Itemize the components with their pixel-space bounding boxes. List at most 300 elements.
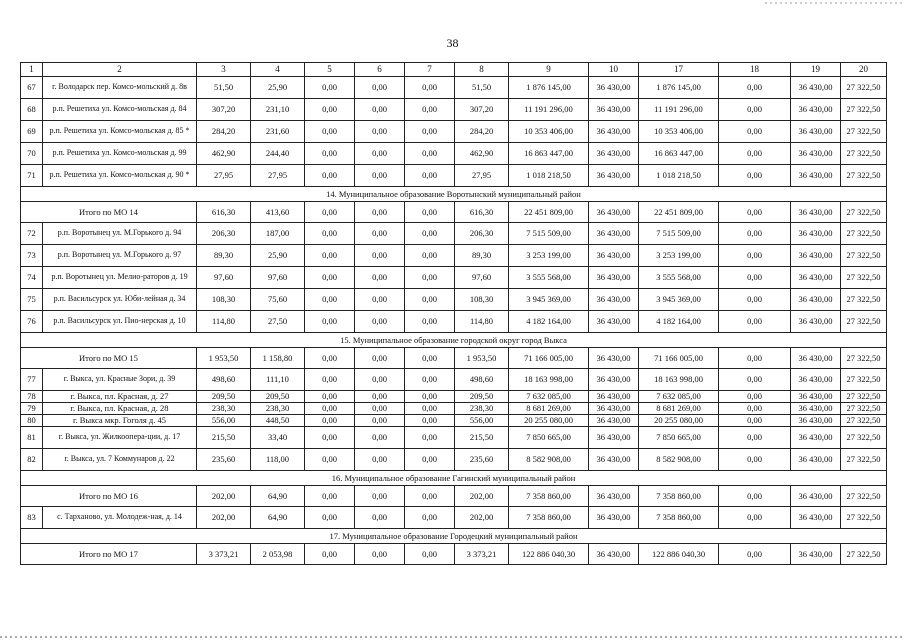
total-value-cell: 0,00: [719, 348, 791, 369]
value-cell: 0,00: [405, 403, 455, 415]
value-cell: 215,50: [455, 427, 509, 449]
address-cell: с. Тарханово, ул. Молодеж-ная, д. 14: [43, 507, 197, 529]
value-cell: 27 322,50: [841, 77, 887, 99]
total-value-cell: 0,00: [305, 486, 355, 507]
value-cell: 36 430,00: [791, 165, 841, 187]
value-cell: 27 322,50: [841, 99, 887, 121]
value-cell: 27 322,50: [841, 415, 887, 427]
value-cell: 0,00: [405, 289, 455, 311]
value-cell: 498,60: [197, 369, 251, 391]
value-cell: 27 322,50: [841, 121, 887, 143]
header-cell: 9: [509, 63, 589, 77]
value-cell: 36 430,00: [589, 415, 639, 427]
value-cell: 18 163 998,00: [639, 369, 719, 391]
total-label: Итого по МО 16: [21, 486, 197, 507]
section-row: [21, 529, 887, 544]
value-cell: 0,00: [719, 391, 791, 403]
value-cell: 7 515 509,00: [509, 223, 589, 245]
total-value-cell: 0,00: [305, 544, 355, 565]
row-number-cell: 69: [21, 121, 43, 143]
value-cell: 238,30: [251, 403, 305, 415]
value-cell: 36 430,00: [589, 311, 639, 333]
header-cell: 7: [405, 63, 455, 77]
value-cell: 0,00: [719, 311, 791, 333]
table-row: [21, 165, 887, 187]
address-cell: р.п. Воротынец ул. М.Горького д. 94: [43, 223, 197, 245]
value-cell: 3 945 369,00: [509, 289, 589, 311]
row-number-cell: 78: [21, 391, 43, 403]
value-cell: 51,50: [455, 77, 509, 99]
total-value-cell: 36 430,00: [589, 544, 639, 565]
total-value-cell: 0,00: [405, 202, 455, 223]
value-cell: 36 430,00: [791, 507, 841, 529]
value-cell: 36 430,00: [791, 403, 841, 415]
value-cell: 36 430,00: [589, 403, 639, 415]
value-cell: 0,00: [355, 143, 405, 165]
value-cell: 0,00: [355, 403, 405, 415]
value-cell: 0,00: [719, 289, 791, 311]
total-row: [21, 202, 887, 223]
table-row: [21, 245, 887, 267]
row-number-cell: 83: [21, 507, 43, 529]
value-cell: 0,00: [305, 391, 355, 403]
value-cell: 0,00: [355, 165, 405, 187]
value-cell: 27,95: [251, 165, 305, 187]
total-value-cell: 71 166 005,00: [509, 348, 589, 369]
value-cell: 7 850 665,00: [639, 427, 719, 449]
header-cell: 17: [639, 63, 719, 77]
value-cell: 0,00: [405, 121, 455, 143]
value-cell: 27 322,50: [841, 391, 887, 403]
value-cell: 89,30: [197, 245, 251, 267]
header-cell: 6: [355, 63, 405, 77]
total-value-cell: 0,00: [719, 202, 791, 223]
total-value-cell: 36 430,00: [791, 486, 841, 507]
value-cell: 202,00: [455, 507, 509, 529]
value-cell: 18 163 998,00: [509, 369, 589, 391]
value-cell: 36 430,00: [589, 245, 639, 267]
total-value-cell: 22 451 809,00: [509, 202, 589, 223]
value-cell: 0,00: [405, 267, 455, 289]
value-cell: 20 255 080,00: [509, 415, 589, 427]
address-cell: р.п. Решетиха ул. Комсо-мольская д. 85 *: [43, 121, 197, 143]
section-row: [21, 471, 887, 486]
value-cell: 231,60: [251, 121, 305, 143]
address-cell: г. Выкса, ул. Красные Зори, д. 39: [43, 369, 197, 391]
value-cell: 27 322,50: [841, 507, 887, 529]
value-cell: 307,20: [455, 99, 509, 121]
table-row: [21, 369, 887, 391]
value-cell: 27 322,50: [841, 369, 887, 391]
value-cell: 0,00: [405, 77, 455, 99]
value-cell: 36 430,00: [791, 415, 841, 427]
row-number-cell: 81: [21, 427, 43, 449]
total-value-cell: 22 451 809,00: [639, 202, 719, 223]
total-value-cell: 0,00: [355, 486, 405, 507]
value-cell: 0,00: [355, 223, 405, 245]
table-row: [21, 415, 887, 427]
value-cell: 27 322,50: [841, 403, 887, 415]
table-body: [21, 63, 887, 565]
value-cell: 108,30: [197, 289, 251, 311]
value-cell: 11 191 296,00: [639, 99, 719, 121]
value-cell: 209,50: [251, 391, 305, 403]
total-value-cell: 36 430,00: [589, 486, 639, 507]
value-cell: 27 322,50: [841, 143, 887, 165]
row-number-cell: 68: [21, 99, 43, 121]
header-cell: 1: [21, 63, 43, 77]
value-cell: 27 322,50: [841, 427, 887, 449]
header-cell: 20: [841, 63, 887, 77]
value-cell: 0,00: [305, 267, 355, 289]
row-number-cell: 77: [21, 369, 43, 391]
value-cell: 7 358 860,00: [509, 507, 589, 529]
header-cell: 8: [455, 63, 509, 77]
section-row: [21, 333, 887, 348]
address-cell: г. Выкса, ул. Жилкоопера-ции, д. 17: [43, 427, 197, 449]
value-cell: 0,00: [305, 415, 355, 427]
value-cell: 498,60: [455, 369, 509, 391]
value-cell: 8 681 269,00: [509, 403, 589, 415]
section-title: 14. Муниципальное образование Воротынский муниципальный район: [21, 187, 887, 202]
header-row: [21, 63, 887, 77]
header-cell: 18: [719, 63, 791, 77]
total-value-cell: 122 886 040,30: [509, 544, 589, 565]
value-cell: 0,00: [305, 121, 355, 143]
value-cell: 36 430,00: [791, 311, 841, 333]
value-cell: 0,00: [305, 311, 355, 333]
address-cell: р.п. Решетиха ул. Комсо-мольская д. 90 *: [43, 165, 197, 187]
value-cell: 97,60: [251, 267, 305, 289]
value-cell: 25,90: [251, 77, 305, 99]
total-value-cell: 122 886 040,30: [639, 544, 719, 565]
row-number-cell: 71: [21, 165, 43, 187]
value-cell: 16 863 447,00: [509, 143, 589, 165]
value-cell: 64,90: [251, 507, 305, 529]
total-value-cell: 0,00: [305, 348, 355, 369]
value-cell: 36 430,00: [791, 427, 841, 449]
value-cell: 0,00: [405, 311, 455, 333]
value-cell: 462,90: [197, 143, 251, 165]
section-title: 16. Муниципальное образование Гагинский муниципальный район: [21, 471, 887, 486]
total-label: Итого по МО 15: [21, 348, 197, 369]
total-value-cell: 3 373,21: [197, 544, 251, 565]
table-row: [21, 449, 887, 471]
header-cell: 19: [791, 63, 841, 77]
total-value-cell: 202,00: [455, 486, 509, 507]
total-value-cell: 36 430,00: [589, 202, 639, 223]
address-cell: р.п. Воротынец ул. Мелио-раторов д. 19: [43, 267, 197, 289]
address-cell: р.п. Воротынец ул. М.Горького д. 97: [43, 245, 197, 267]
value-cell: 8 681 269,00: [639, 403, 719, 415]
value-cell: 307,20: [197, 99, 251, 121]
value-cell: 111,10: [251, 369, 305, 391]
value-cell: 238,30: [197, 403, 251, 415]
section-row: [21, 187, 887, 202]
value-cell: 36 430,00: [791, 245, 841, 267]
value-cell: 7 850 665,00: [509, 427, 589, 449]
total-value-cell: 0,00: [405, 486, 455, 507]
address-cell: р.п. Васильсурск ул. Пио-нерская д. 10: [43, 311, 197, 333]
value-cell: 0,00: [355, 507, 405, 529]
value-cell: 1 876 145,00: [639, 77, 719, 99]
value-cell: 0,00: [405, 507, 455, 529]
total-label: Итого по МО 14: [21, 202, 197, 223]
total-value-cell: 1 953,50: [455, 348, 509, 369]
value-cell: 114,80: [455, 311, 509, 333]
value-cell: 0,00: [719, 223, 791, 245]
value-cell: 209,50: [197, 391, 251, 403]
section-title: 15. Муниципальное образование городской округ город Выкса: [21, 333, 887, 348]
value-cell: 0,00: [355, 77, 405, 99]
value-cell: 27 322,50: [841, 245, 887, 267]
value-cell: 36 430,00: [791, 77, 841, 99]
value-cell: 206,30: [197, 223, 251, 245]
total-value-cell: 0,00: [719, 544, 791, 565]
value-cell: 36 430,00: [589, 427, 639, 449]
value-cell: 0,00: [719, 245, 791, 267]
page-number: 38: [446, 36, 459, 50]
value-cell: 0,00: [305, 223, 355, 245]
value-cell: 36 430,00: [589, 121, 639, 143]
total-label: Итого по МО 17: [21, 544, 197, 565]
value-cell: 36 430,00: [589, 507, 639, 529]
value-cell: 36 430,00: [791, 267, 841, 289]
value-cell: 0,00: [305, 369, 355, 391]
total-value-cell: 413,60: [251, 202, 305, 223]
value-cell: 36 430,00: [791, 391, 841, 403]
table-row: [21, 121, 887, 143]
value-cell: 27,50: [251, 311, 305, 333]
address-cell: г. Володарск пер. Комсо-мольский д. 8в: [43, 77, 197, 99]
total-value-cell: 0,00: [355, 202, 405, 223]
value-cell: 3 945 369,00: [639, 289, 719, 311]
value-cell: 231,10: [251, 99, 305, 121]
value-cell: 36 430,00: [791, 223, 841, 245]
value-cell: 244,40: [251, 143, 305, 165]
row-number-cell: 74: [21, 267, 43, 289]
total-value-cell: 71 166 005,00: [639, 348, 719, 369]
value-cell: 51,50: [197, 77, 251, 99]
address-cell: г. Выкса мкр. Гоголя д. 45: [43, 415, 197, 427]
address-cell: р.п. Решетиха ул. Комсо-мольская д. 84: [43, 99, 197, 121]
total-value-cell: 1 158,80: [251, 348, 305, 369]
value-cell: 7 515 509,00: [639, 223, 719, 245]
value-cell: 556,00: [455, 415, 509, 427]
value-cell: 0,00: [405, 427, 455, 449]
value-cell: 448,50: [251, 415, 305, 427]
row-number-cell: 79: [21, 403, 43, 415]
value-cell: 0,00: [355, 267, 405, 289]
value-cell: 0,00: [719, 427, 791, 449]
value-cell: 0,00: [405, 223, 455, 245]
row-number-cell: 75: [21, 289, 43, 311]
housing-data-table: [20, 62, 887, 565]
value-cell: 27 322,50: [841, 449, 887, 471]
value-cell: 0,00: [305, 165, 355, 187]
value-cell: 36 430,00: [791, 369, 841, 391]
value-cell: 0,00: [355, 99, 405, 121]
value-cell: 0,00: [355, 289, 405, 311]
total-value-cell: 0,00: [305, 202, 355, 223]
value-cell: 0,00: [355, 121, 405, 143]
value-cell: 36 430,00: [791, 143, 841, 165]
address-cell: г. Выкса, ул. 7 Коммунаров д. 22: [43, 449, 197, 471]
table-row: [21, 289, 887, 311]
scan-edge-top: [765, 2, 905, 4]
value-cell: 27 322,50: [841, 165, 887, 187]
value-cell: 215,50: [197, 427, 251, 449]
value-cell: 0,00: [305, 245, 355, 267]
value-cell: 284,20: [455, 121, 509, 143]
value-cell: 108,30: [455, 289, 509, 311]
value-cell: 97,60: [197, 267, 251, 289]
row-number-cell: 72: [21, 223, 43, 245]
address-cell: р.п. Васильсурск ул. Юби-лейная д. 34: [43, 289, 197, 311]
row-number-cell: 73: [21, 245, 43, 267]
value-cell: 36 430,00: [589, 143, 639, 165]
total-value-cell: 616,30: [455, 202, 509, 223]
table-row: [21, 267, 887, 289]
table-row: [21, 223, 887, 245]
value-cell: 235,60: [455, 449, 509, 471]
value-cell: 0,00: [719, 449, 791, 471]
value-cell: 36 430,00: [791, 121, 841, 143]
table-row: [21, 143, 887, 165]
value-cell: 0,00: [405, 245, 455, 267]
value-cell: 8 582 908,00: [509, 449, 589, 471]
value-cell: 0,00: [719, 507, 791, 529]
value-cell: 36 430,00: [589, 77, 639, 99]
value-cell: 36 430,00: [791, 449, 841, 471]
value-cell: 4 182 164,00: [509, 311, 589, 333]
value-cell: 0,00: [355, 415, 405, 427]
header-cell: 5: [305, 63, 355, 77]
value-cell: 36 430,00: [791, 99, 841, 121]
value-cell: 33,40: [251, 427, 305, 449]
total-value-cell: 0,00: [355, 348, 405, 369]
section-title: 17. Муниципальное образование Городецкий муниципальный район: [21, 529, 887, 544]
value-cell: 0,00: [355, 391, 405, 403]
value-cell: 36 430,00: [589, 267, 639, 289]
total-row: [21, 486, 887, 507]
row-number-cell: 67: [21, 77, 43, 99]
total-value-cell: 616,30: [197, 202, 251, 223]
value-cell: 3 555 568,00: [509, 267, 589, 289]
value-cell: 75,60: [251, 289, 305, 311]
table-row: [21, 391, 887, 403]
total-value-cell: 27 322,50: [841, 348, 887, 369]
value-cell: 0,00: [305, 289, 355, 311]
value-cell: 284,20: [197, 121, 251, 143]
value-cell: 209,50: [455, 391, 509, 403]
total-value-cell: 3 373,21: [455, 544, 509, 565]
value-cell: 0,00: [405, 391, 455, 403]
value-cell: 0,00: [719, 165, 791, 187]
value-cell: 0,00: [719, 267, 791, 289]
total-value-cell: 0,00: [355, 544, 405, 565]
value-cell: 0,00: [355, 369, 405, 391]
value-cell: 0,00: [405, 143, 455, 165]
value-cell: 0,00: [355, 427, 405, 449]
value-cell: 7 632 085,00: [639, 391, 719, 403]
header-cell: 10: [589, 63, 639, 77]
address-cell: г. Выкса, пл. Красная, д. 28: [43, 403, 197, 415]
document-table-container: [20, 62, 886, 565]
header-cell: 2: [43, 63, 197, 77]
header-cell: 3: [197, 63, 251, 77]
value-cell: 206,30: [455, 223, 509, 245]
value-cell: 0,00: [305, 143, 355, 165]
row-number-cell: 70: [21, 143, 43, 165]
table-row: [21, 427, 887, 449]
value-cell: 0,00: [719, 415, 791, 427]
value-cell: 0,00: [719, 77, 791, 99]
value-cell: 27 322,50: [841, 289, 887, 311]
total-value-cell: 64,90: [251, 486, 305, 507]
value-cell: 0,00: [305, 427, 355, 449]
value-cell: 36 430,00: [589, 391, 639, 403]
value-cell: 462,90: [455, 143, 509, 165]
value-cell: 0,00: [405, 99, 455, 121]
table-row: [21, 99, 887, 121]
total-value-cell: 7 358 860,00: [509, 486, 589, 507]
value-cell: 238,30: [455, 403, 509, 415]
value-cell: 202,00: [197, 507, 251, 529]
value-cell: 36 430,00: [791, 289, 841, 311]
value-cell: 0,00: [305, 403, 355, 415]
row-number-cell: 80: [21, 415, 43, 427]
value-cell: 0,00: [719, 121, 791, 143]
table-row: [21, 77, 887, 99]
table-row: [21, 403, 887, 415]
value-cell: 10 353 406,00: [639, 121, 719, 143]
value-cell: 27,95: [197, 165, 251, 187]
value-cell: 97,60: [455, 267, 509, 289]
value-cell: 0,00: [355, 449, 405, 471]
row-number-cell: 82: [21, 449, 43, 471]
value-cell: 0,00: [719, 143, 791, 165]
value-cell: 3 555 568,00: [639, 267, 719, 289]
value-cell: 36 430,00: [589, 165, 639, 187]
value-cell: 7 632 085,00: [509, 391, 589, 403]
value-cell: 0,00: [305, 99, 355, 121]
total-value-cell: 202,00: [197, 486, 251, 507]
value-cell: 36 430,00: [589, 449, 639, 471]
value-cell: 0,00: [719, 99, 791, 121]
total-value-cell: 27 322,50: [841, 202, 887, 223]
value-cell: 27 322,50: [841, 267, 887, 289]
total-value-cell: 0,00: [405, 348, 455, 369]
value-cell: 27,95: [455, 165, 509, 187]
total-value-cell: 27 322,50: [841, 544, 887, 565]
value-cell: 118,00: [251, 449, 305, 471]
total-value-cell: 36 430,00: [589, 348, 639, 369]
value-cell: 0,00: [719, 369, 791, 391]
value-cell: 0,00: [405, 165, 455, 187]
value-cell: 16 863 447,00: [639, 143, 719, 165]
value-cell: 1 876 145,00: [509, 77, 589, 99]
total-value-cell: 0,00: [405, 544, 455, 565]
value-cell: 0,00: [405, 449, 455, 471]
total-row: [21, 544, 887, 565]
value-cell: 3 253 199,00: [639, 245, 719, 267]
value-cell: 235,60: [197, 449, 251, 471]
value-cell: 3 253 199,00: [509, 245, 589, 267]
total-value-cell: 1 953,50: [197, 348, 251, 369]
value-cell: 0,00: [355, 311, 405, 333]
value-cell: 36 430,00: [589, 289, 639, 311]
